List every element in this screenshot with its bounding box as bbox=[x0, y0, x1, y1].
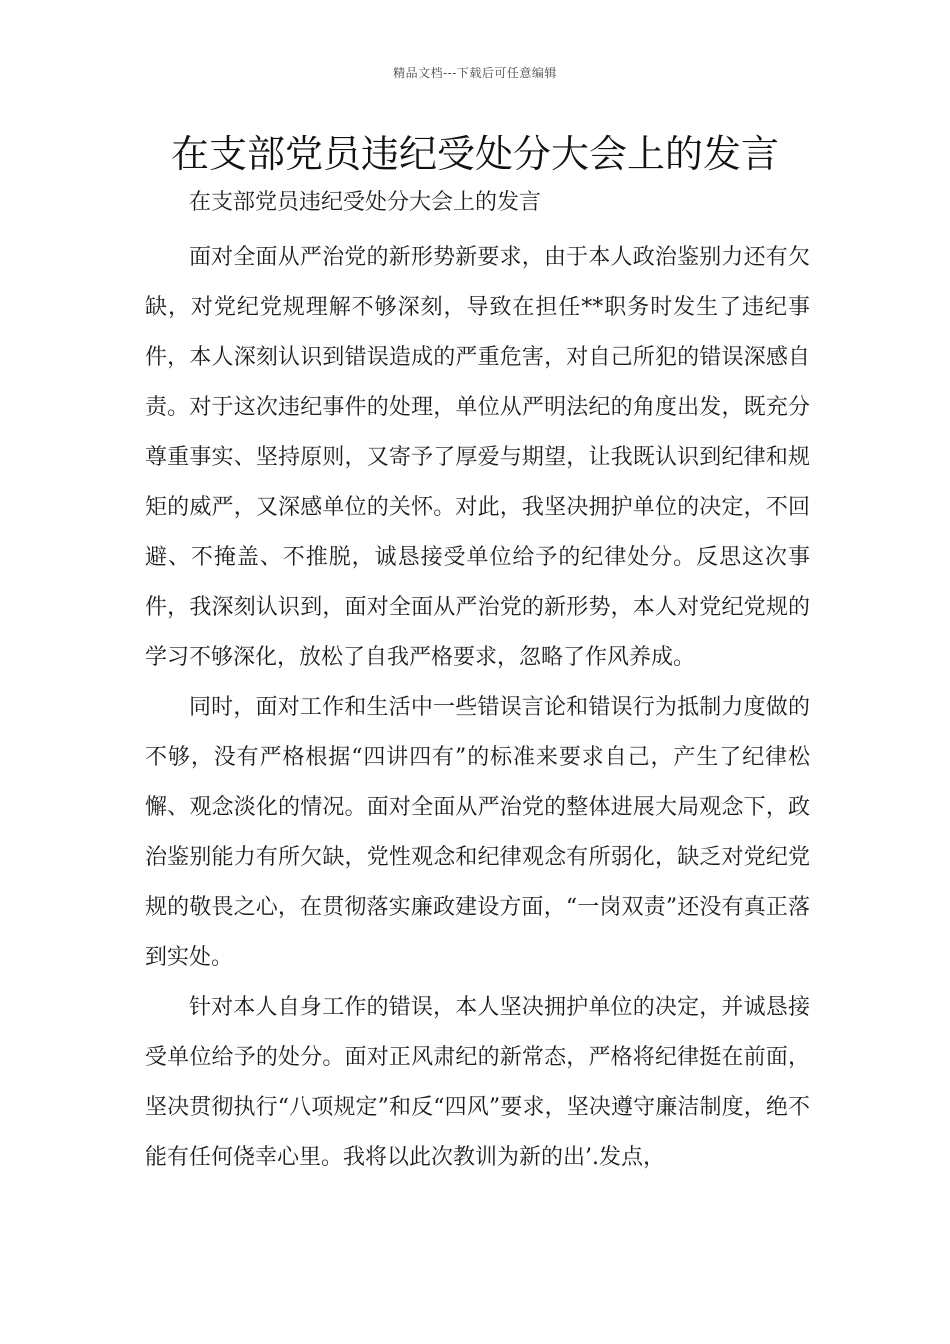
page-header-note: 精品文档---下载后可任意编辑 bbox=[393, 66, 557, 80]
document-title: 在支部党员违纪受处分大会上的发言 bbox=[170, 132, 779, 176]
document-subtitle: 在支部党员违纪受处分大会上的发言 bbox=[189, 190, 542, 215]
document-body bbox=[145, 183, 810, 1183]
paragraph: 同时，面对工作和生活中一些错误言论和错误行为抵制力度做的不够，没有严格根据“四讲四有”的标准来要求自己，产生了纪律松懈、观念淡化的情况。面对全面从严治党的整体进展大局观念下，政治鉴别能力有所欠缺，党性观念和纪律观念有所弱化，缺乏对党纪党规的敬畏之心，在贯彻落实廉政建设方面，“一岗双责”还没有真正落到实处。 bbox=[145, 695, 810, 970]
paragraph: 针对本人自身工作的错误，本人坚决拥护单位的决定，并诚恳接受单位给予的处分。面对正风肃纪的新常态，严格将纪律挺在前面，坚决贯彻执行“八项规定”和反“四风”要求，坚决遵守廉洁制度，绝不能有任何侥幸心里。我将以此次教训为新的出’.发点， bbox=[145, 995, 810, 1170]
paragraph: 面对全面从严治党的新形势新要求，由于本人政治鉴别力还有欠缺，对党纪党规理解不够深刻，导致在担任**职务时发生了违纪事件，本人深刻认识到错误造成的严重危害，对自己所犯的错误深感自责。对于这次违纪事件的处理，单位从严明法纪的角度出发，既充分尊重事实、坚持原则，又寄予了厚爱与期望，让我既认识到纪律和规矩的威严，又深感单位的关怀。对此，我坚决拥护单位的决定，不回避、不掩盖、不推脱，诚恳接受单位给予的纪律处分。反思这次事件，我深刻认识到，面对全面从严治党的新形势，本人对党纪党规的学习不够深化，放松了自我严格要求，忽略了作风养成。 bbox=[145, 245, 810, 670]
